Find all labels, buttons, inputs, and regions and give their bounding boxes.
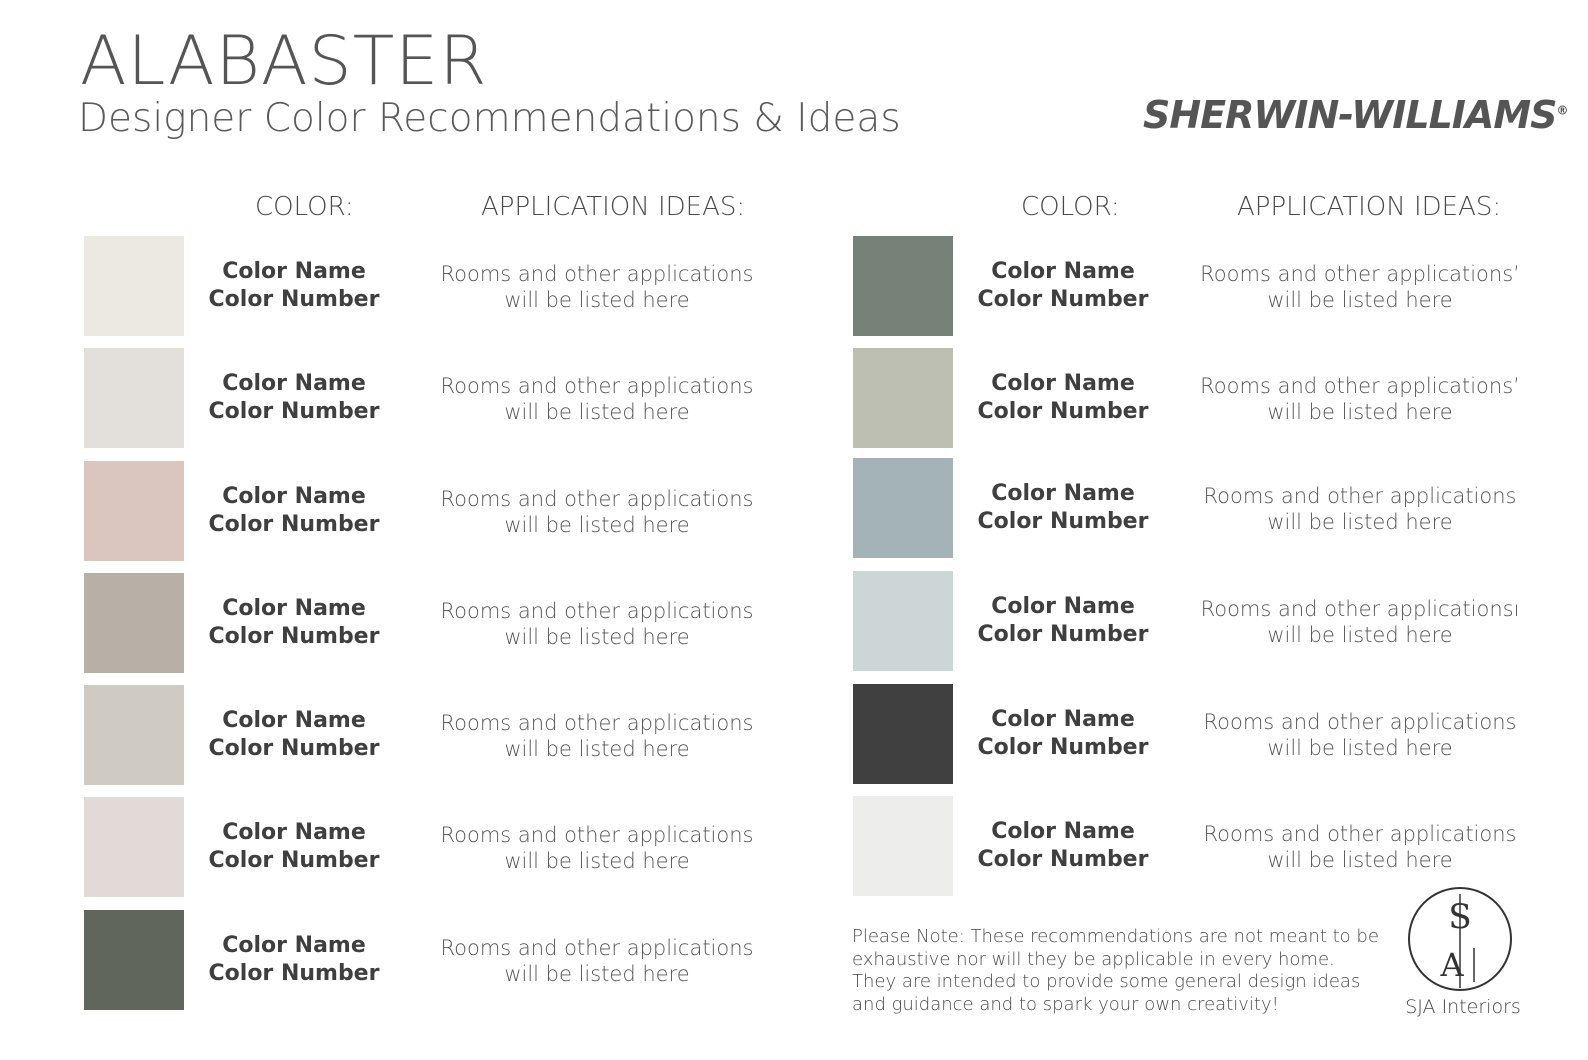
color-label [194, 258, 394, 314]
color-row [84, 573, 784, 673]
page-title: ALABASTER [80, 22, 488, 101]
color-name: Color Name [991, 371, 1135, 396]
application-ideas [427, 486, 767, 538]
color-swatch [853, 348, 953, 448]
color-label [963, 480, 1163, 536]
application-ideas [1190, 483, 1530, 535]
color-number: Color Number [208, 287, 380, 312]
application-line: Rooms and other applications [440, 374, 754, 398]
color-number: Color Number [977, 509, 1149, 534]
sherwin-williams-logo [1143, 93, 1569, 137]
color-label [963, 593, 1163, 649]
application-line: will be listed here [504, 288, 690, 312]
color-name: Color Name [222, 596, 366, 621]
disclaimer-note: Please Note: These recommendations are not meant to be exhaustive nor will they be applicable in every home. They are intended to provide some general design ideas and guidance and to spark your own creativity! [852, 926, 1379, 1015]
application-line: Rooms and other applications’ [1200, 262, 1520, 286]
color-number: Color Number [977, 847, 1149, 872]
color-number: Color Number [977, 622, 1149, 647]
application-ideas [427, 710, 767, 762]
color-row [853, 684, 1553, 784]
color-name: Color Name [991, 594, 1135, 619]
application-line: Rooms and other applications [1203, 822, 1517, 846]
color-number: Color Number [208, 848, 380, 873]
application-ideas [427, 373, 767, 425]
color-number: Color Number [208, 512, 380, 537]
application-line: Rooms and other applications’ [1200, 374, 1520, 398]
color-number: Color Number [208, 736, 380, 761]
color-label [963, 370, 1163, 426]
application-line: Rooms and other applications [440, 262, 754, 286]
color-label [194, 595, 394, 651]
application-line: will be listed here [1267, 736, 1453, 760]
application-line: Rooms and other applications [440, 936, 754, 960]
svg-text:A: A [1440, 946, 1464, 984]
application-ideas [427, 822, 767, 874]
application-ideas [427, 598, 767, 650]
color-name: Color Name [222, 933, 366, 958]
color-row [853, 571, 1553, 671]
application-line: Rooms and other applications [440, 599, 754, 623]
application-line: will be listed here [1267, 623, 1453, 647]
left-application-heading: APPLICATION IDEAS: [481, 192, 746, 222]
color-swatch [84, 797, 184, 897]
sja-interiors-label: SJA Interiors [1405, 996, 1521, 1018]
color-swatch [84, 236, 184, 336]
color-row [853, 796, 1553, 896]
color-row [853, 236, 1553, 336]
color-name: Color Name [222, 708, 366, 733]
color-name: Color Name [991, 819, 1135, 844]
color-row [853, 348, 1553, 448]
color-name: Color Name [222, 484, 366, 509]
registered-mark: ® [1556, 103, 1569, 118]
application-line: Rooms and other applications [440, 823, 754, 847]
application-line: will be listed here [504, 737, 690, 761]
color-name: Color Name [222, 820, 366, 845]
color-row [84, 461, 784, 561]
application-ideas [1190, 709, 1530, 761]
right-application-heading: APPLICATION IDEAS: [1237, 192, 1502, 222]
right-color-heading: COLOR: [1021, 192, 1120, 222]
color-swatch [84, 685, 184, 785]
application-line: will be listed here [1267, 510, 1453, 534]
color-swatch [84, 461, 184, 561]
application-line: Rooms and other applicationsı [1200, 597, 1520, 621]
application-ideas [1190, 373, 1530, 425]
application-line: will be listed here [1267, 848, 1453, 872]
page-subtitle: Designer Color Recommendations & Ideas [78, 96, 901, 141]
color-label [194, 707, 394, 763]
left-color-heading: COLOR: [255, 192, 354, 222]
color-name: Color Name [222, 371, 366, 396]
color-swatch [853, 684, 953, 784]
application-ideas [427, 261, 767, 313]
application-line: will be listed here [504, 625, 690, 649]
color-swatch [853, 458, 953, 558]
application-line: will be listed here [504, 849, 690, 873]
application-ideas [1190, 261, 1530, 313]
application-line: will be listed here [504, 513, 690, 537]
color-number: Color Number [977, 287, 1149, 312]
application-ideas [1190, 821, 1530, 873]
color-row [84, 685, 784, 785]
svg-text:S: S [1448, 897, 1472, 937]
color-number: Color Number [977, 399, 1149, 424]
application-line: Rooms and other applications [440, 487, 754, 511]
color-row [84, 797, 784, 897]
color-label [194, 932, 394, 988]
color-label [963, 706, 1163, 762]
color-row [853, 458, 1553, 558]
application-line: will be listed here [1267, 288, 1453, 312]
color-label [963, 818, 1163, 874]
application-line: will be listed here [1267, 400, 1453, 424]
application-line: Rooms and other applications [440, 711, 754, 735]
color-number: Color Number [208, 624, 380, 649]
application-ideas [1190, 596, 1530, 648]
application-line: will be listed here [504, 400, 690, 424]
color-name: Color Name [222, 259, 366, 284]
color-row [84, 910, 784, 1010]
color-row [84, 348, 784, 448]
color-swatch [84, 910, 184, 1010]
color-swatch [853, 796, 953, 896]
color-swatch [853, 571, 953, 671]
color-number: Color Number [208, 399, 380, 424]
color-label [194, 483, 394, 539]
color-name: Color Name [991, 259, 1135, 284]
color-number: Color Number [208, 961, 380, 986]
color-label [194, 370, 394, 426]
color-swatch [84, 573, 184, 673]
color-number: Color Number [977, 735, 1149, 760]
application-line: will be listed here [504, 962, 690, 986]
application-ideas [427, 935, 767, 987]
color-name: Color Name [991, 481, 1135, 506]
application-line: Rooms and other applications [1203, 484, 1517, 508]
color-label [194, 819, 394, 875]
color-swatch [84, 348, 184, 448]
color-row [84, 236, 784, 336]
brand-name: SHERWIN-WILLIAMS [1143, 93, 1557, 137]
color-swatch [853, 236, 953, 336]
color-label [963, 258, 1163, 314]
application-line: Rooms and other applications [1203, 710, 1517, 734]
color-name: Color Name [991, 707, 1135, 732]
